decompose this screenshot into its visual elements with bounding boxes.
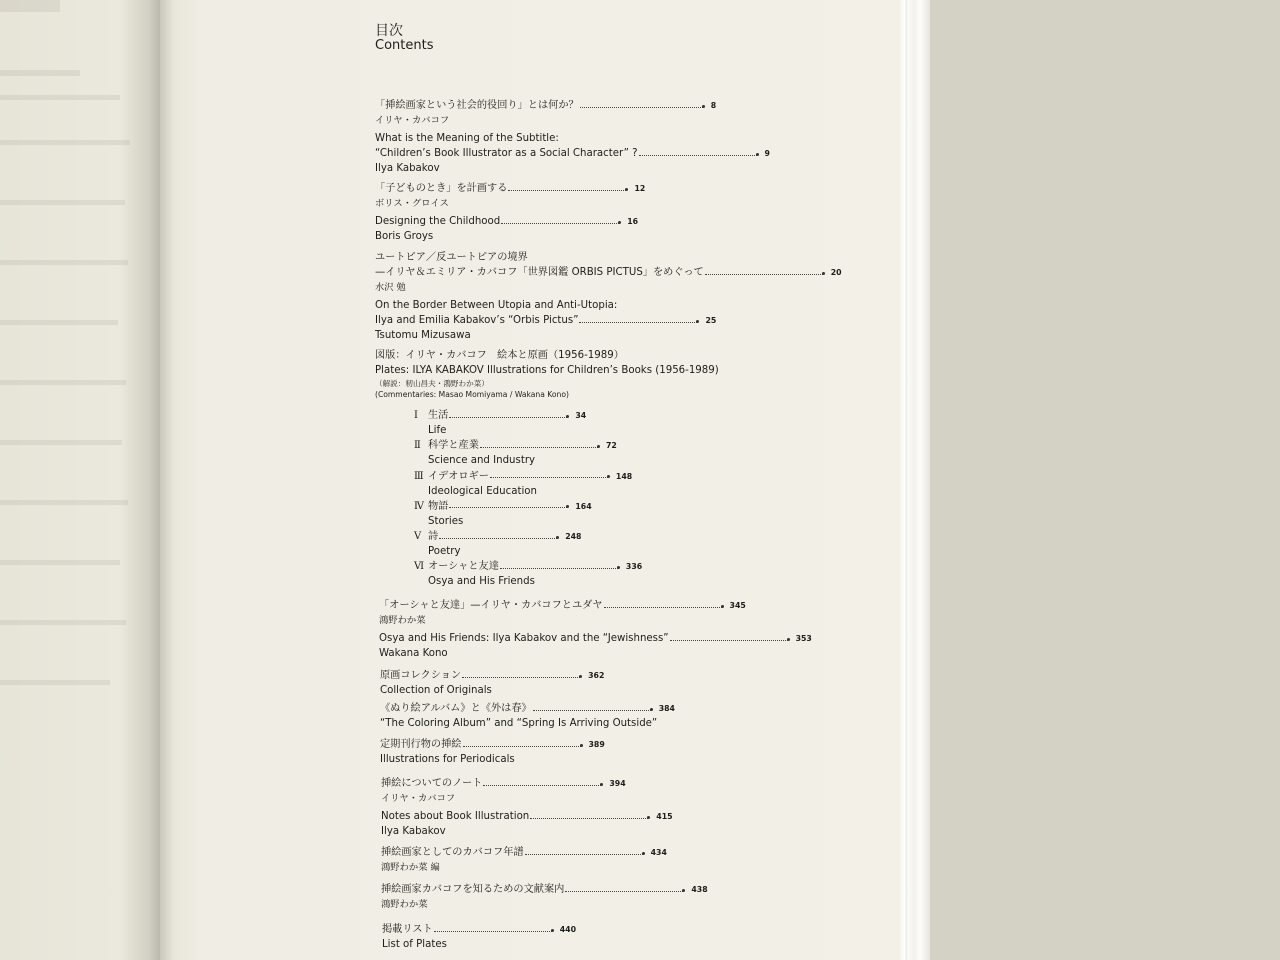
entry-title-en: Collection of Originals xyxy=(380,685,492,696)
toc-title-en: Contents xyxy=(375,38,434,53)
chapter-item xyxy=(414,438,642,468)
toc-entry xyxy=(381,776,673,839)
toc-entry xyxy=(375,250,842,343)
chapter-numeral: Ⅴ xyxy=(414,531,422,543)
entry-author: イリヤ・カバコフ xyxy=(381,793,456,804)
page-number: 8 xyxy=(710,101,717,110)
entry-author: 水沢 勉 xyxy=(375,282,406,293)
toc-entry xyxy=(380,668,604,698)
chapter-list xyxy=(414,408,642,590)
entry-title: 掲載リスト xyxy=(382,924,433,935)
toc-entry xyxy=(380,737,605,767)
entry-title-en: Illustrations for Periodicals xyxy=(380,754,515,765)
entry-title: 《ぬり絵アルバム》と《外は春》 xyxy=(380,703,532,714)
entry-author-en: Tsutomu Mizusawa xyxy=(375,330,471,341)
chapter-numeral: Ⅱ xyxy=(414,440,421,452)
chapter-title-en: Life xyxy=(428,425,447,436)
entry-title: ユートピア／反ユートピアの境界 xyxy=(375,252,528,263)
chapter-item xyxy=(414,529,642,559)
page-number: 16 xyxy=(627,217,639,226)
plates-commentary-en: (Commentaries: Masao Momiyama / Wakana Kono) xyxy=(375,390,569,399)
page-number: 12 xyxy=(634,184,646,193)
chapter-item xyxy=(414,559,642,589)
page-number: 20 xyxy=(830,268,842,277)
entry-author-en: Ilya Kabakov xyxy=(381,826,446,837)
plates-title: 図版：イリヤ・カバコフ 絵本と原画（1956-1989） xyxy=(375,350,624,361)
page-number: 25 xyxy=(705,316,717,325)
plates-title-en: Plates: ILYA KABAKOV Illustrations for Children’s Books (1956-1989) xyxy=(375,365,719,376)
chapter-item xyxy=(414,469,642,499)
toc-title-jp: 目次 xyxy=(375,23,403,39)
entry-title: 挿絵についてのノート xyxy=(381,778,483,789)
page-number: 389 xyxy=(588,740,605,749)
page-number: 384 xyxy=(658,704,675,713)
entry-author: ボリス・グロイス xyxy=(375,198,449,209)
chapter-title-en: Science and Industry xyxy=(428,455,536,467)
chapter-item xyxy=(414,408,642,438)
page-number: 394 xyxy=(609,779,626,788)
entry-author: 鴻野わか菜 編 xyxy=(381,862,440,873)
toc-entry xyxy=(381,845,667,875)
entry-title-en: “The Coloring Album” and “Spring Is Arriving Outside” xyxy=(380,718,658,729)
entry-title: 挿絵画家としてのカバコフ年譜 xyxy=(381,847,524,858)
entry-subtitle: —イリヤ＆エミリア・カバコフ「世界図鑑 ORBIS PICTUS」をめぐって xyxy=(375,267,704,278)
chapter-title-en: Osya and His Friends xyxy=(428,576,535,588)
chapter-title-en: Stories xyxy=(428,515,464,527)
chapter-numeral: Ⅲ xyxy=(414,470,424,482)
page-number: 415 xyxy=(656,812,673,821)
page-number: 440 xyxy=(559,925,577,934)
left-page xyxy=(0,0,160,960)
entry-title: 「オーシャと友達」—イリヤ・カバコフとユダヤ xyxy=(379,600,603,611)
toc-entry xyxy=(375,98,770,176)
entry-title: 「挿絵画家という社会的役回り」とは何か？ xyxy=(375,100,579,111)
entry-title-en: “Children’s Book Illustrator as a Social Character” ? xyxy=(375,148,638,159)
chapter-title: 詩 xyxy=(428,531,439,543)
entry-title-en: Notes about Book Illustration xyxy=(381,811,530,822)
chapter-title: 物語 xyxy=(428,500,449,512)
entry-author-en: Boris Groys xyxy=(375,231,434,242)
page-number: 353 xyxy=(795,634,812,643)
entry-title: 「子どものとき」を計画する xyxy=(375,183,508,194)
page-number: 148 xyxy=(615,471,633,481)
entry-author-en: Wakana Kono xyxy=(379,648,448,659)
page-number: 438 xyxy=(691,885,708,894)
entry-title-en: Osya and His Friends: Ilya Kabakov and the “Jewishness” xyxy=(379,633,669,644)
chapter-title-en: Poetry xyxy=(428,546,461,558)
page-number: 9 xyxy=(764,149,770,158)
page-number: 248 xyxy=(565,532,582,542)
plates-section xyxy=(375,348,719,400)
page-number: 345 xyxy=(729,601,746,610)
toc-entry xyxy=(379,598,812,661)
background-surface xyxy=(930,0,1280,960)
chapter-numeral: Ⅵ xyxy=(414,561,425,573)
page-edge xyxy=(900,0,930,960)
entry-author: 鴻野わか菜 xyxy=(379,615,426,626)
page-number: 434 xyxy=(650,848,667,857)
entry-title-en: What is the Meaning of the Subtitle: xyxy=(375,133,559,144)
entry-title-en: Designing the Childhood xyxy=(375,216,501,227)
toc-entry xyxy=(375,181,645,244)
entry-author: イリヤ・カバコフ xyxy=(375,115,450,126)
chapter-title: オーシャと友達 xyxy=(428,561,499,573)
chapter-item xyxy=(414,499,642,529)
chapter-numeral: Ⅳ xyxy=(414,500,424,512)
plates-commentary: （解説：籾山昌夫・鴻野わか菜） xyxy=(375,379,489,388)
toc-entry xyxy=(380,701,675,731)
entry-title-en: Ilya and Emilia Kabakov’s “Orbis Pictus” xyxy=(375,315,579,326)
entry-title-en: List of Plates xyxy=(382,939,447,950)
entry-title: 定期刊行物の挿絵 xyxy=(380,739,462,750)
chapter-title: 生活 xyxy=(428,410,449,421)
chapter-title-en: Ideological Education xyxy=(428,485,537,497)
entry-title: 原画コレクション xyxy=(380,670,462,681)
entry-author: 鴻野わか菜 xyxy=(381,899,428,910)
entry-author-en: Ilya Kabakov xyxy=(375,163,440,174)
chapter-title: 科学と産業 xyxy=(428,440,479,452)
page-number: 336 xyxy=(625,562,643,572)
toc-entry xyxy=(381,882,708,912)
page-number: 72 xyxy=(605,441,617,451)
chapter-numeral: Ⅰ xyxy=(414,410,418,421)
page-number: 164 xyxy=(575,501,592,511)
entry-title-en: On the Border Between Utopia and Anti-Utopia: xyxy=(375,300,618,311)
chapter-title: イデオロギー xyxy=(428,470,489,482)
toc-entry xyxy=(382,922,576,952)
entry-title: 挿絵画家カバコフを知るための文献案内 xyxy=(381,884,565,895)
page-number: 34 xyxy=(575,411,587,420)
page-number: 362 xyxy=(588,671,605,680)
